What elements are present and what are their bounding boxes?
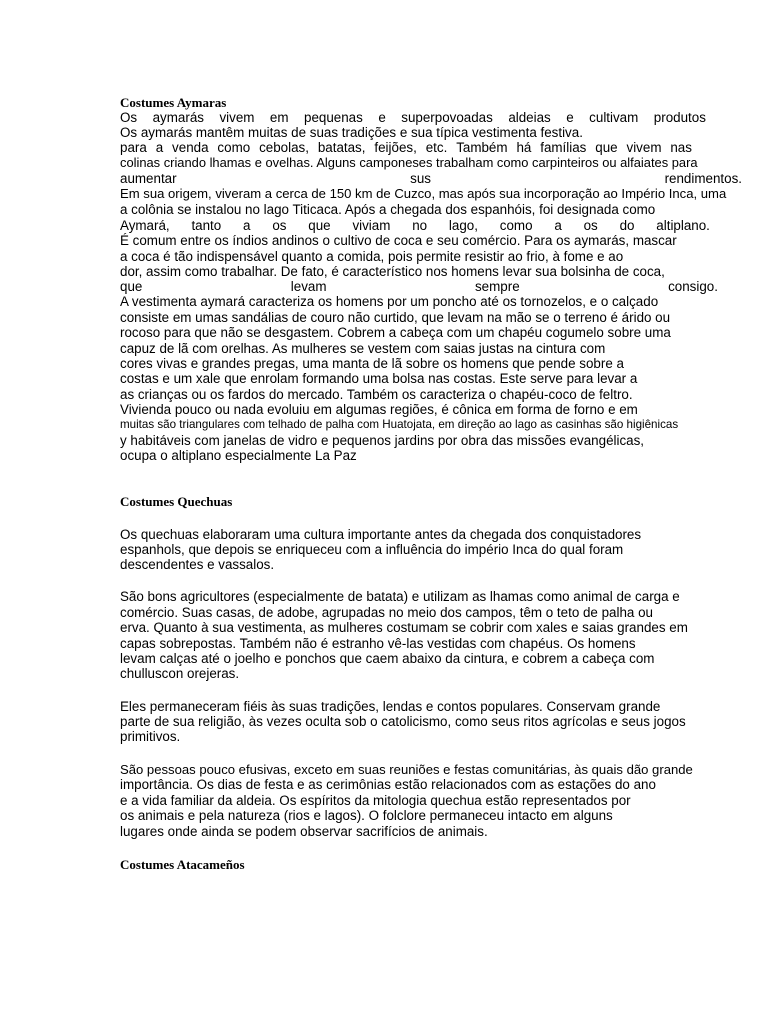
word: aldeias — [508, 110, 551, 125]
aymaras-line-13: A vestimenta aymará caracteriza os homens por um poncho até os tornozelos, e o calçado — [120, 294, 659, 309]
word: sus — [410, 171, 431, 186]
quechuas-p2-line-5: levam calças até o joelho e ponchos que caem abaixo da cintura, e cobrem a cabeça com — [120, 651, 655, 666]
heading-aymaras: Costumes Aymaras — [120, 95, 227, 110]
word: os — [272, 218, 287, 233]
aymaras-line-2: Os aymarás mantêm muitas de suas tradições e sua típica vestimenta festiva. — [120, 125, 583, 140]
word: sempre — [474, 279, 520, 294]
aymaras-line-1 — [120, 110, 706, 125]
word: venda — [172, 140, 209, 155]
word: levam — [290, 279, 327, 294]
word: rendimentos. — [664, 171, 742, 186]
aymaras-line-18: costas e um xale que enrolam formando uma bolsa nas costas. Este serve para levar a — [120, 371, 638, 386]
word: consigo. — [668, 279, 718, 294]
word: viviam — [352, 218, 391, 233]
quechuas-p4-line-1: São pessoas pouco efusivas, exceto em suas reuniões e festas comunitárias, às quais dão grande — [120, 762, 693, 777]
aymaras-line-17: cores vivas e grandes pregas, uma manta de lã sobre os homens que pende sobre a — [120, 356, 624, 371]
word: nas — [670, 140, 692, 155]
quechuas-p4-line-5: lugares onde ainda se podem observar sacrifícios de animais. — [120, 824, 488, 839]
word: a — [243, 218, 251, 233]
word: feijões, — [374, 140, 417, 155]
quechuas-p1-line-1: Os quechuas elaboraram uma cultura importante antes da chegada dos conquistadores — [120, 527, 642, 542]
quechuas-p2-line-6: chulluscon orejeras. — [120, 666, 240, 681]
word: que — [120, 279, 143, 294]
word: Também — [456, 140, 508, 155]
quechuas-p3-line-3: primitivos. — [120, 729, 181, 744]
word: a — [554, 218, 562, 233]
quechuas-p2-line-1: São bons agricultores (especialmente de batata) e utilizam as lhamas como animal de carga e — [120, 589, 680, 604]
heading-quechuas: Costumes Quechuas — [120, 494, 233, 509]
word: cebolas, — [259, 140, 309, 155]
quechuas-p4-line-4: os animais e pela natureza (rios e lagos). O folclore permaneceu intacto em alguns — [120, 808, 613, 823]
word: altiplano. — [656, 218, 710, 233]
quechuas-p2-line-3: erva. Quanto à sua vestimenta, as mulheres costumam se cobrir com xales e saias grandes em — [120, 620, 688, 635]
word: a — [155, 140, 164, 155]
aymaras-line-7: a colônia se instalou no lago Titicaca. Após a chegada dos espanhóis, foi designada como — [120, 202, 656, 217]
word: cultivam — [589, 110, 639, 125]
aymaras-line-21: muitas são triangulares com telhado de palha com Huatojata, em direção ao lago as casinhas são higiênicas — [120, 418, 679, 431]
quechuas-p1-line-3: descendentes e vassalos. — [120, 557, 275, 572]
word: os — [583, 218, 598, 233]
quechuas-p2-line-2: comércio. Suas casas, de adobe, agrupadas no meio dos campos, têm o teto de palha ou — [120, 605, 653, 620]
quechuas-p3-line-1: Eles permaneceram fiéis às suas tradições, lendas e contos populares. Conservam grande — [120, 699, 661, 714]
quechuas-p4-line-2: importância. Os dias de festa e as cerimônias estão relacionados com as estações do ano — [120, 777, 656, 792]
word: do — [619, 218, 635, 233]
aymaras-line-16: capuz de lã com orelhas. As mulheres se vestem com saias justas na cintura com — [120, 341, 606, 356]
aymaras-line-19: as crianças ou os fardos do mercado. Também os caracteriza o chapéu-coco de feltro. — [120, 387, 633, 402]
word: aymarás — [152, 110, 204, 125]
word: que — [595, 140, 618, 155]
word: aumentar — [120, 171, 177, 186]
word: há — [516, 140, 532, 155]
word: batatas, — [317, 140, 366, 155]
aymaras-line-9: É comum entre os índios andinos o cultivo de coca e seu comércio. Para os aymarás, mascar — [120, 233, 677, 248]
word: Os — [120, 110, 138, 125]
aymaras-line-6: Em sua origem, viveram a cerca de 150 km de Cuzco, mas após sua incorporação ao Império Inca, uma — [120, 186, 727, 201]
word: e — [566, 110, 574, 125]
word: vivem — [626, 140, 662, 155]
aymaras-line-22: y habitáveis com janelas de vidro e pequenos jardins por obra das missões evangélicas, — [120, 433, 645, 448]
aymaras-line-3 — [120, 140, 692, 155]
word: como — [217, 140, 251, 155]
aymaras-line-20: Vivienda pouco ou nada evoluiu em algumas regiões, é cônica em forma de forno e em — [120, 402, 638, 417]
word: etc. — [425, 140, 448, 155]
word: para — [120, 140, 147, 155]
quechuas-p3-line-2: parte de sua religião, às vezes oculta sob o catolicismo, como seus ritos agrícolas e seus jogos — [120, 714, 686, 729]
word: tanto — [191, 218, 222, 233]
word: como — [499, 218, 533, 233]
word: lago, — [448, 218, 478, 233]
word: que — [308, 218, 331, 233]
word: famílias — [540, 140, 587, 155]
aymaras-line-15: rocoso para que não se desgastem. Cobrem a cabeça com um chapéu cogumelo sobre uma — [120, 325, 671, 340]
word: e — [378, 110, 386, 125]
word: produtos — [653, 110, 706, 125]
aymaras-line-4: colinas criando lhamas e ovelhas. Alguns camponeses trabalham como carpinteiros ou alfaiates para — [120, 155, 698, 170]
aymaras-line-11: dor, assim como trabalhar. De fato, é característico nos homens levar sua bolsinha de coca, — [120, 264, 665, 279]
aymaras-line-10: a coca é tão indispensável quanto a comida, pois permite resistir ao frio, à fome e ao — [120, 249, 624, 264]
quechuas-p2-line-4: capas sobrepostas. Também não é estranho vê-las vestidas com chapéus. Os homens — [120, 636, 636, 651]
aymaras-line-12 — [120, 279, 718, 294]
word: superpovoadas — [401, 110, 493, 125]
word: pequenas — [304, 110, 363, 125]
heading-atacamenos: Costumes Atacameños — [120, 857, 245, 872]
quechuas-p1-line-2: espanhols, que depois se enriqueceu com a influência do império Inca do qual foram — [120, 542, 624, 557]
aymaras-line-8 — [120, 218, 710, 233]
word: Aymará, — [120, 218, 170, 233]
aymaras-line-23: ocupa o altiplano especialmente La Paz — [120, 448, 357, 463]
aymaras-line-14: consiste em umas sandálias de couro não curtido, que levam na mão se o terreno é árido ou — [120, 310, 671, 325]
word: vivem — [219, 110, 255, 125]
aymaras-line-5 — [120, 171, 742, 186]
word: no — [412, 218, 428, 233]
word: em — [269, 110, 289, 125]
quechuas-p4-line-3: e a vida familiar da aldeia. Os espíritos da mitologia quechua estão representados por — [120, 793, 631, 808]
